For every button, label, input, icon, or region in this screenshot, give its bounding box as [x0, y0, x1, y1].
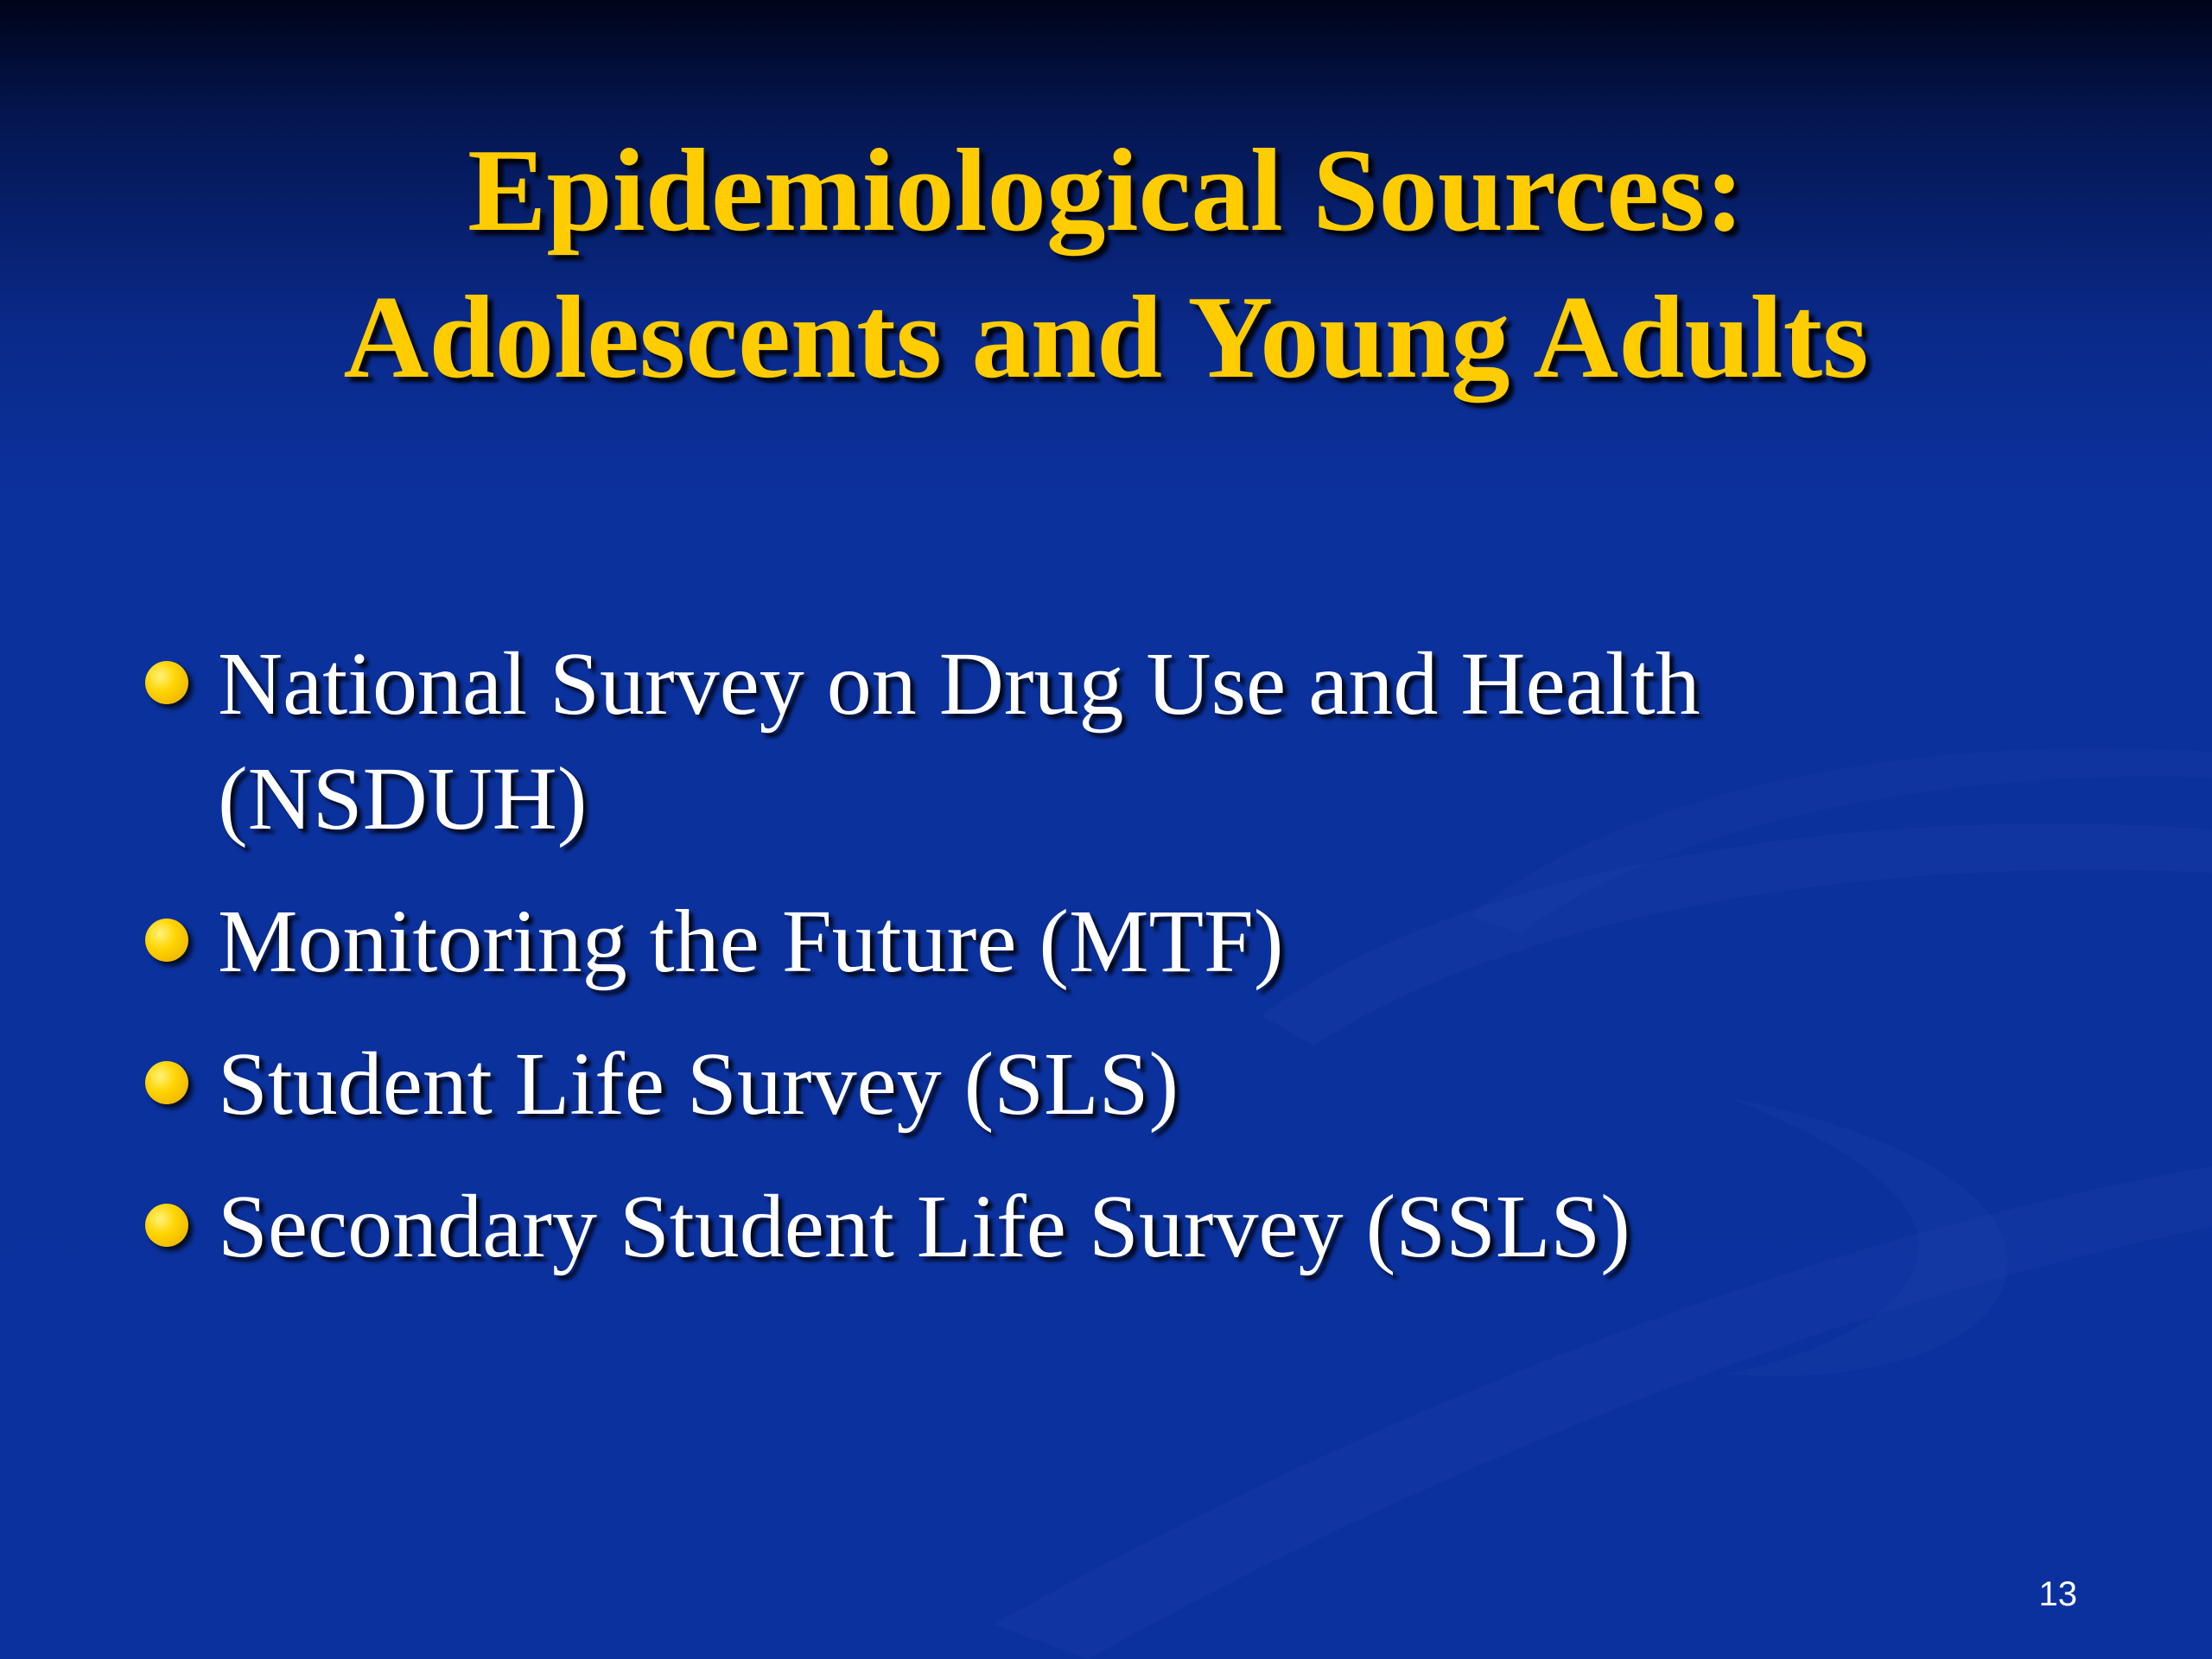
bullet-icon: [145, 661, 188, 704]
list-item: [145, 1169, 2046, 1284]
list-item: [145, 626, 2046, 856]
list-item: [145, 1027, 2046, 1141]
page-number: 13: [2038, 1575, 2077, 1613]
title-line-1: Epidemiological Sources:: [467, 124, 1745, 256]
title-line-2: Adolescents and Young Adults: [343, 271, 1869, 403]
bullet-list: [145, 626, 2046, 1312]
slide-title: [0, 117, 2212, 410]
bullet-icon: [145, 1204, 188, 1247]
list-item-text: National Survey on Drug Use and Health (NSDUH): [218, 634, 1700, 849]
list-item: [145, 884, 2046, 999]
list-item-text: Student Life Survey (SLS): [218, 1034, 1179, 1134]
list-item-text: Monitoring the Future (MTF): [218, 892, 1284, 991]
list-item-text: Secondary Student Life Survey (SSLS): [218, 1177, 1630, 1276]
bullet-icon: [145, 1061, 188, 1104]
bullet-icon: [145, 918, 188, 962]
